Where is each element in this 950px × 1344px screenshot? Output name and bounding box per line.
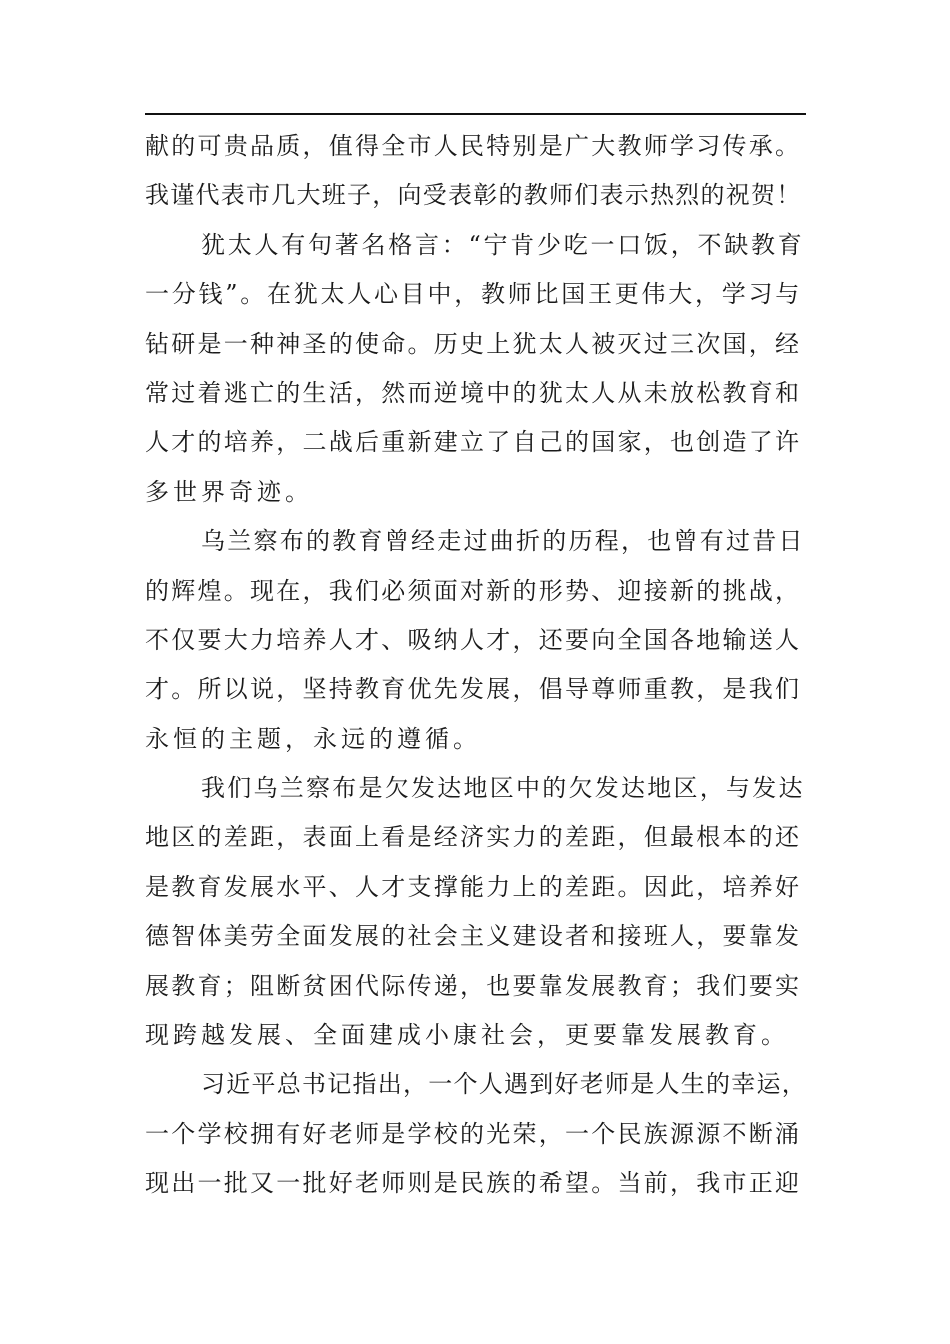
text-line: 现出一批又一批好老师则是民族的希望。当前，我市正迎 [145, 1169, 802, 1198]
text-line: 人才的培养，二战后重新建立了自己的国家，也创造了许 [145, 428, 802, 457]
document-body [145, 122, 807, 1209]
text-line: 习近平总书记指出，一个人遇到好老师是人生的幸运， [201, 1070, 807, 1099]
text-line: 地区的差距，表面上看是经济实力的差距，但最根本的还 [145, 823, 802, 852]
text-line: 才。所以说，坚持教育优先发展，倡导尊师重教，是我们 [145, 675, 802, 704]
text-line: 不仅要大力培养人才、吸纳人才，还要向全国各地输送人 [145, 625, 802, 654]
text-line: 我谨代表市几大班子，向受表彰的教师们表示热烈的祝贺！ [145, 181, 802, 210]
text-line: 一个学校拥有好老师是学校的光荣，一个民族源源不断涌 [145, 1119, 802, 1148]
header-rule [145, 113, 806, 115]
text-line: 献的可贵品质，值得全市人民特别是广大教师学习传承。 [145, 132, 802, 160]
text-line: 德智体美劳全面发展的社会主义建设者和接班人，要靠发 [145, 922, 802, 951]
text-line: 犹太人有句著名格言：“宁肯少吃一口饭，不缺教育 [201, 230, 805, 259]
text-line: 一分钱”。在犹太人心目中，教师比国王更伟大，学习与 [145, 280, 803, 309]
text-line: 常过着逃亡的生活，然而逆境中的犹太人从未放松教育和 [145, 378, 802, 407]
text-line: 我们乌兰察布是欠发达地区中的欠发达地区，与发达 [201, 774, 805, 803]
text-line: 乌兰察布的教育曾经走过曲折的历程，也曾有过昔日 [201, 527, 805, 556]
text-line: 是教育发展水平、人才支撑能力上的差距。因此，培养好 [145, 872, 802, 901]
text-line: 永恒的主题，永远的遵循。 [145, 724, 481, 753]
text-line: 的辉煌。现在，我们必须面对新的形势、迎接新的挑战， [145, 576, 802, 605]
text-line: 钻研是一种神圣的使命。历史上犹太人被灭过三次国，经 [145, 329, 802, 358]
text-line: 多世界奇迹。 [145, 477, 313, 506]
text-line: 现跨越发展、全面建成小康社会，更要靠发展教育。 [145, 1021, 789, 1050]
text-line: 展教育；阻断贫困代际传递，也要靠发展教育；我们要实 [145, 971, 802, 1000]
